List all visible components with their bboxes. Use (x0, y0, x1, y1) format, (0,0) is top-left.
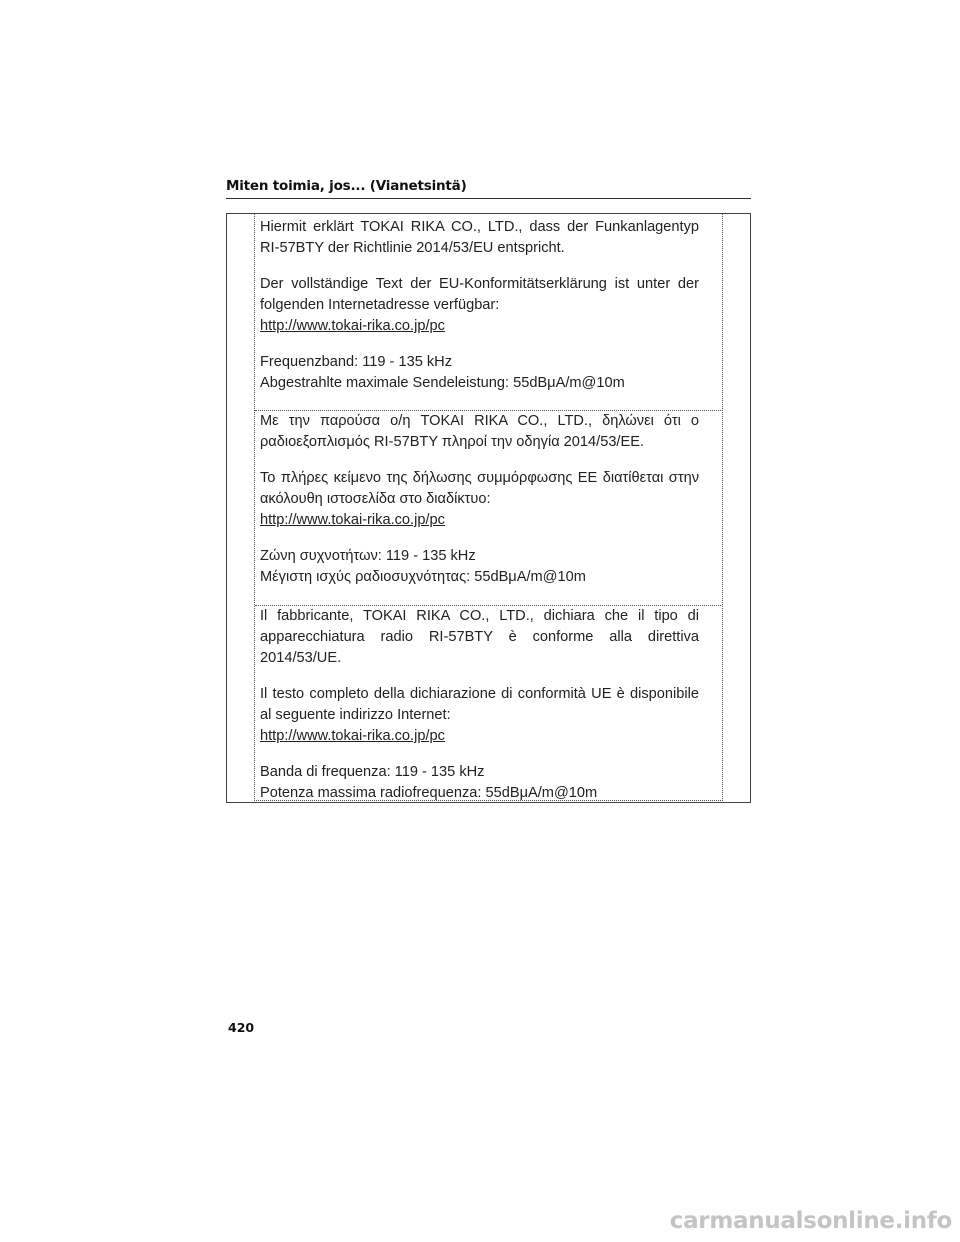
declaration-text: Hiermit erklärt TOKAI RIKA CO., LTD., dass der Funkanlagentyp RI-57BTY der Richtlinie 2014/53/EU entspricht. (260, 219, 699, 256)
frequency-band: Banda di frequenza: 119 - 135 kHz (260, 764, 485, 780)
declaration-text: Με την παρούσα ο/η TOKAI RIKA CO., LTD., δηλώνει ότι ο ραδιοεξοπλισμός RI-57BTY πληροί την οδηγία 2014/53/ΕΕ. (260, 413, 699, 450)
header-rule (226, 198, 751, 199)
fulltext-note: Der vollständige Text der EU-Konformitätserklärung ist unter der folgenden Internetadresse verfügbar: (260, 276, 699, 313)
declaration-url-link[interactable]: http://www.tokai-rika.co.jp/pc (260, 728, 445, 744)
declaration-url-link[interactable]: http://www.tokai-rika.co.jp/pc (260, 318, 445, 334)
max-power: Potenza massima radiofrequenza: 55dBμA/m@10m (260, 785, 598, 801)
frequency-band: Ζώνη συχνοτήτων: 119 - 135 kHz (260, 548, 476, 564)
declaration-section-greek (260, 411, 699, 588)
max-power: Μέγιστη ισχύς ραδιοσυχνότητας: 55dBμA/m@10m (260, 569, 586, 585)
declaration-section-german (260, 217, 699, 394)
max-power: Abgestrahlte maximale Sendeleistung: 55dBμA/m@10m (260, 375, 625, 391)
fulltext-note: Το πλήρες κείμενο της δήλωσης συμμόρφωσης ΕΕ διατίθεται στην ακόλουθη ιστοσελίδα στο διαδίκτυο: (260, 470, 699, 507)
declaration-url-link[interactable]: http://www.tokai-rika.co.jp/pc (260, 512, 445, 528)
site-watermark: carmanualsonline.info (669, 1208, 952, 1234)
frequency-band: Frequenzband: 119 - 135 kHz (260, 354, 452, 370)
fulltext-note: Il testo completo della dichiarazione di conformità UE è disponibile al seguente indirizzo Internet: (260, 686, 699, 723)
declaration-text: Il fabbricante, TOKAI RIKA CO., LTD., dichiara che il tipo di apparecchiatura radio RI-57BTY è conforme alla direttiva 2014/53/UE. (260, 608, 699, 666)
page-header-title: Miten toimia, jos... (Vianetsintä) (226, 178, 467, 194)
declaration-section-italian (260, 606, 699, 804)
page-number: 420 (228, 1020, 255, 1035)
